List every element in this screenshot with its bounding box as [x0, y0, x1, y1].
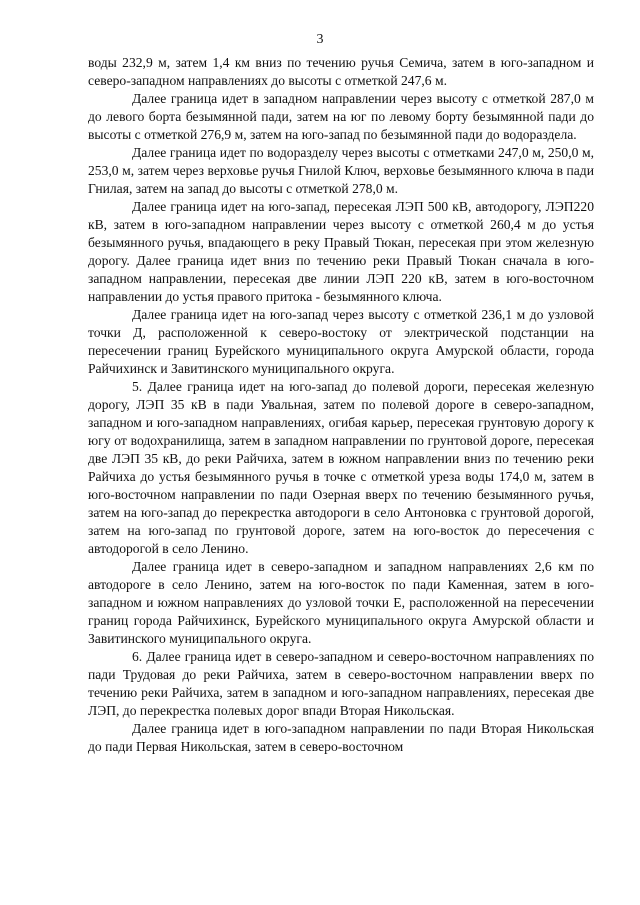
- paragraph: Далее граница идет по водоразделу через высоты с отметками 247,0 м, 250,0 м, 253,0 м, затем через верховье ручья Гнилой Ключ, верховье безымянного ключа в пади Гнилая, затем на запад до высоты с отметкой 278,0 м.: [88, 145, 594, 196]
- paragraph-section-6: 6. Далее граница идет в северо-западном и северо-восточном направлениях по пади Трудовая до реки Райчиха, затем в северо-восточном направлении вверх по течению реки Райчиха, затем в западном и юго-западном направлениях, пересекая две ЛЭП, до перекрестка полевых дорог впади Вторая Никольская.: [88, 649, 594, 718]
- paragraph: Далее граница идет в западном направлении через высоту с отметкой 287,0 м до левого борта безымянной пади, затем на юг по левому борту безымянной пади до высоты с отметкой 276,9 м, затем на юго-запад по безымянной пади до водораздела.: [88, 91, 594, 142]
- paragraph: воды 232,9 м, затем 1,4 км вниз по течению ручья Семича, затем в юго-западном и северо-западном направлениях до высоты с отметкой 247,6 м.: [88, 55, 594, 88]
- document-body: [88, 54, 594, 756]
- page-number: 3: [316, 32, 324, 47]
- paragraph: Далее граница идет в юго-западном направлении по пади Вторая Никольская до пади Первая Никольская, затем в северо-восточном: [88, 721, 594, 754]
- paragraph-section-5: 5. Далее граница идет на юго-запад до полевой дороги, пересекая железную дорогу, ЛЭП 35 кВ в пади Увальная, затем по полевой дороге в северо-западном, западном и юго-западном направлениях, огибая карьер, пересекая грунтовую дорогу к югу от водохранилища, затем в западном направлении по грунтовой дороге, пересекая две ЛЭП 35 кВ, до реки Райчиха, затем в южном направлении вниз по течению реки Райчиха до устья безымянного ручья в точке с отметкой уреза воды 174,0 м, затем в юго-восточном направлении по пади Озерная вверх по течению безымянного ручья, затем на юго-запад до перекрестка автодороги в село Антоновка с грунтовой дорогой, затем на юго-запад по грунтовой дороге, затем на юго-восток до пересечения с автодорогой в село Ленино.: [88, 379, 594, 556]
- paragraph: Далее граница идет на юго-запад, пересекая ЛЭП 500 кВ, автодорогу, ЛЭП220 кВ, затем в юго-западном направлении через высоту с отметкой 260,4 м до устья безымянного ручья, впадающего в реку Правый Тюкан, пересекая при этом железную дорогу. Далее граница идет вниз по течению реки Правый Тюкан сначала в юго-западном направлении, пересекая две линии ЛЭП 220 кВ, затем в юго-восточном направлении до устья правого притока - безымянного ключа.: [88, 199, 594, 304]
- paragraph: Далее граница идет на юго-запад через высоту с отметкой 236,1 м до узловой точки Д, расположенной к северо-востоку от электрической подстанции на пересечении границ Бурейского муниципального округа Амурской области, города Райчихинск и Завитинского муниципального округа.: [88, 307, 594, 376]
- paragraph: Далее граница идет в северо-западном и западном направлениях 2,6 км по автодороге в село Ленино, затем на юго-восток по пади Каменная, затем в юго-западном и южном направлениях до узловой точки Е, расположенной на пересечении границ города Райчихинск, Бурейского муниципального округа Амурской области и Завитинского муниципального округа.: [88, 559, 594, 646]
